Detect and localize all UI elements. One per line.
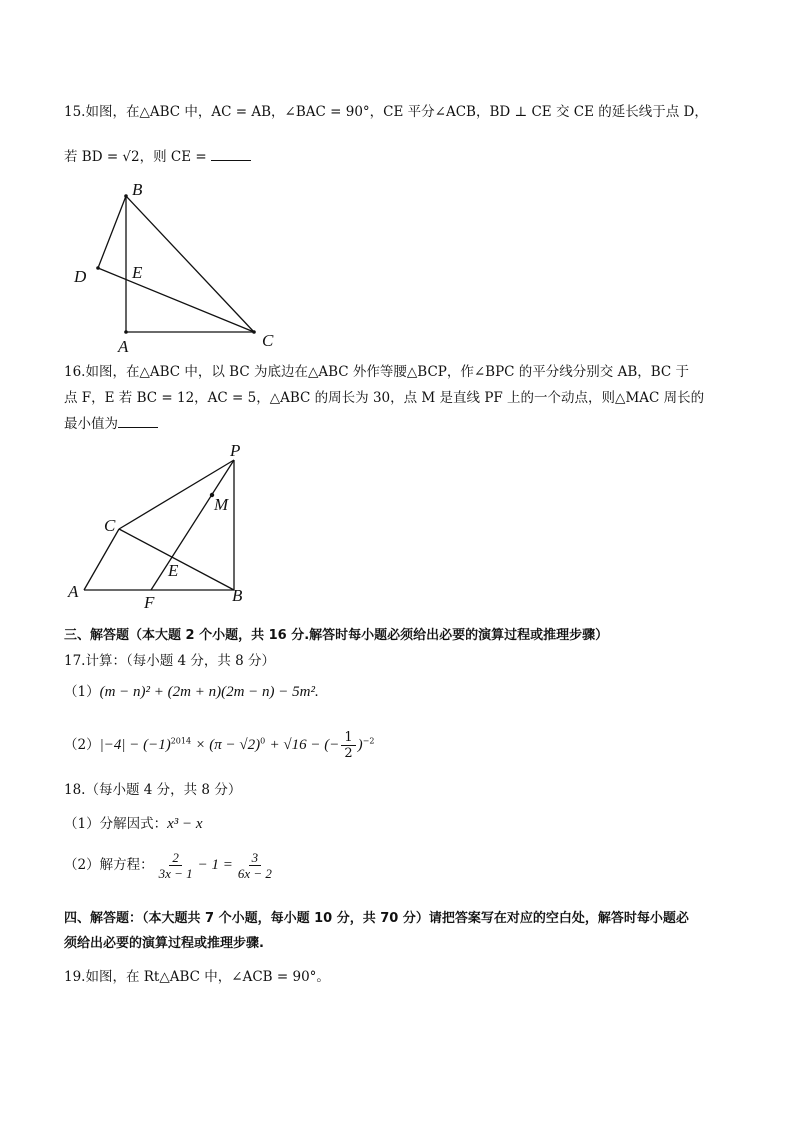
q15-line2-text: 若 BD = √2，则 CE = — [64, 149, 211, 165]
left-numerator: 2 — [169, 850, 182, 866]
label-B: B — [232, 586, 243, 605]
q17-part1 — [64, 680, 319, 701]
segment-PF — [151, 460, 234, 590]
q18-middle: − 1 = — [197, 857, 233, 873]
q18-part2 — [64, 850, 277, 881]
segment-DC — [98, 268, 254, 332]
q17-part2-expr-c: + √16 − (− — [269, 737, 340, 753]
q17-part2-fraction — [341, 730, 355, 761]
fraction-denominator: 2 — [344, 746, 353, 761]
label-F: F — [144, 593, 155, 612]
label-C: C — [262, 331, 274, 350]
q17-part2-expr-b: × (π − √2) — [195, 737, 261, 753]
q17-part2-expr-a: |−4| − (−1) — [99, 737, 171, 753]
q19-text: 19.如图，在 Rt△ABC 中，∠ACB = 90°。 — [64, 969, 330, 985]
section3-heading: 三、解答题（本大题 2 个小题，共 16 分.解答时每小题必须给出必要的演算过程或推理步骤） — [64, 628, 609, 643]
q16-answer-blank — [118, 415, 158, 428]
q18-title: 18.（每小题 4 分，共 8 分） — [64, 782, 242, 798]
q18-part1-label: （1）分解因式： — [64, 816, 168, 832]
label-A: A — [118, 337, 129, 356]
label-D: D — [74, 267, 87, 286]
label-E: E — [132, 263, 143, 282]
q15-answer-blank — [211, 148, 251, 161]
q17-part1-expression: (m − n)² + (2m + n)(2m − n) − 5m². — [99, 684, 319, 700]
label-B: B — [132, 180, 143, 199]
q18-part2-label: （2）解方程： — [64, 857, 154, 873]
q15-line2 — [64, 145, 251, 165]
q17-part2-exponent2: 0 — [260, 736, 266, 746]
label-M: M — [214, 495, 229, 514]
section4-heading-line2: 须给出必要的演算过程或推理步骤. — [64, 936, 264, 951]
segment-BD — [98, 196, 126, 268]
right-numerator: 3 — [249, 850, 262, 866]
q18-left-fraction — [156, 850, 196, 881]
fraction-numerator: 1 — [341, 730, 355, 746]
q17-title: 17.计算：（每小题 4 分，共 8 分） — [64, 653, 276, 669]
q15-line1: 15.如图，在△ABC 中，AC = AB，∠BAC = 90°，CE 平分∠ACB，BD ⊥ CE 交 CE 的延长线于点 D， — [64, 104, 708, 120]
section4-heading-line1: 四、解答题：（本大题共 7 个小题，每小题 10 分，共 70 分）请把答案写在对应的空白处，解答时每小题必 — [64, 911, 689, 926]
label-A: A — [68, 582, 79, 601]
label-E: E — [168, 561, 179, 580]
q18-part1 — [64, 812, 203, 833]
segment-BC — [126, 196, 254, 332]
q16-line3-text: 最小值为 — [64, 416, 118, 432]
q17-part2-exponent1: 2014 — [170, 736, 192, 746]
q17-part2 — [64, 730, 374, 761]
q16-figure — [62, 438, 272, 616]
q17-part1-label: （1） — [64, 684, 100, 700]
segment-CB — [119, 529, 234, 590]
q16-line1: 16.如图，在△ABC 中，以 BC 为底边在△ABC 外作等腰△BCP，作∠BPC 的平分线分别交 AB，BC 于 — [64, 364, 690, 380]
q17-part2-expr-d: ) — [357, 737, 363, 753]
q17-part2-exponent3: −2 — [362, 736, 375, 746]
left-denominator: 3x − 1 — [158, 866, 193, 881]
segment-AC — [84, 529, 119, 590]
label-C: C — [104, 516, 116, 535]
q17-part2-label: （2） — [64, 737, 100, 753]
q15-figure — [62, 176, 292, 356]
q18-right-fraction — [235, 850, 275, 881]
q16-line2: 点 F，E 若 BC = 12，AC = 5，△ABC 的周长为 30，点 M 是直线 PF 上的一个动点，则△MAC 周长的 — [64, 390, 705, 406]
right-denominator: 6x − 2 — [237, 866, 272, 881]
q16-line3 — [64, 412, 158, 432]
q18-part1-expression: x³ − x — [167, 816, 203, 832]
label-P: P — [230, 441, 241, 460]
